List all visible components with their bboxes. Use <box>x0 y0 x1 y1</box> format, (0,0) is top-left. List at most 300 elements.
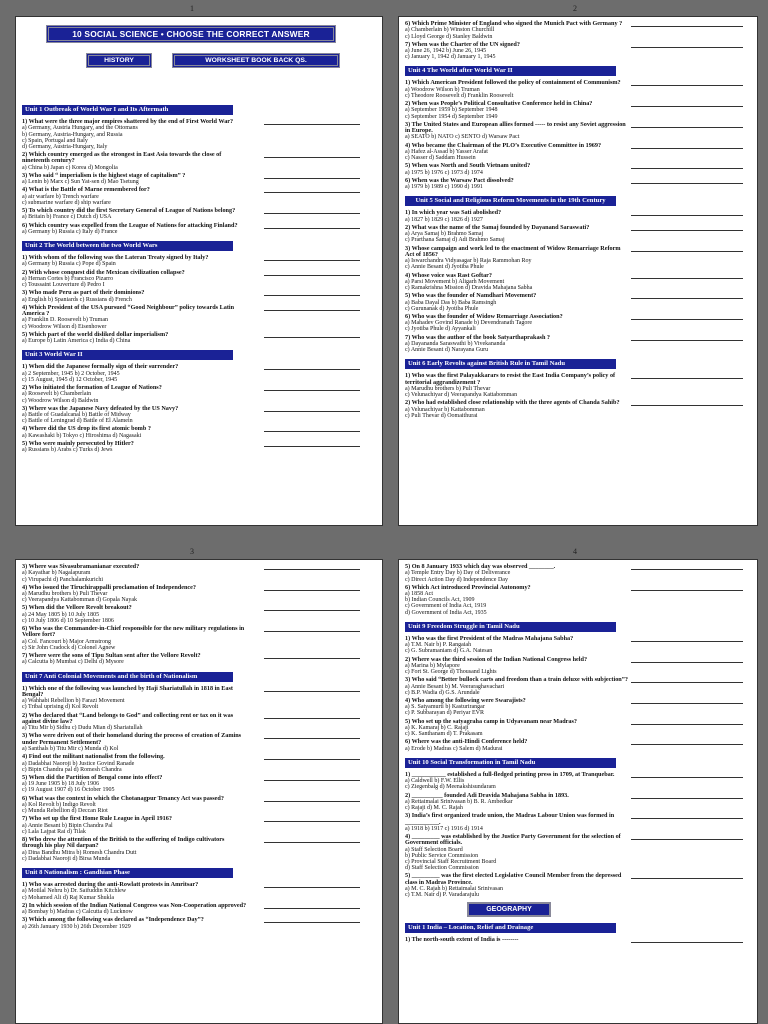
answer-blank-line[interactable] <box>631 590 743 591</box>
answer-options: c) Nasser d) Saddam Hussein <box>405 155 476 162</box>
question-text: 2) In which session of the Indian National Congress was Non-Cooperation approved? <box>22 901 247 909</box>
unit-heading: Unit 5 Social and Religious Reform Movements in the 19th Century <box>405 196 616 206</box>
question-text: 3) Which among the following was declared as “Independence Day”? <box>22 916 204 924</box>
answer-options: c) submarine warfare d) ship warfare <box>22 199 111 206</box>
question-list <box>405 210 630 353</box>
answer-blank-line[interactable] <box>264 908 360 909</box>
question-item <box>22 119 247 150</box>
answer-options: a) 26th January 1930 b) 26th December 1929 <box>22 923 131 930</box>
answer-options: c) G. Subramaniam d) G.A. Natesan <box>405 648 493 655</box>
answer-options: c) Dadabhai Naoroji d) Birsa Munda <box>22 855 111 862</box>
question-text: 2) Where was the third session of the Indian National Congress held? <box>405 655 588 663</box>
question-item <box>405 564 630 583</box>
answer-options: d) Government of India Act, 1935 <box>405 609 487 616</box>
question-text: 5) To which country did the first Secretary General of League of Nations belong? <box>22 207 236 215</box>
question-text: 6) Which country was expelled from the League of Nations for attacking Finland? <box>22 221 238 229</box>
question-item <box>22 208 247 221</box>
answer-options: a) 1827 b) 1829 c) 1826 d) 1927 <box>405 216 483 223</box>
answer-blank-line[interactable] <box>264 228 360 229</box>
answer-blank-line[interactable] <box>264 369 360 370</box>
answer-options: c) Government of India Act, 1919 <box>405 603 487 610</box>
answer-blank-line[interactable] <box>631 319 743 320</box>
question-item <box>405 273 630 292</box>
answer-blank-line[interactable] <box>264 842 360 843</box>
answer-options: c) Sir John Cradock d) Colonel Agnew <box>22 644 116 651</box>
answer-options: a) Kawashaki b) Tokyo c) Hiroshima d) Nagasaki <box>22 432 142 439</box>
answer-blank-line[interactable] <box>631 839 743 840</box>
question-text: 7) Where were the sons of Tipu Sultan sent after the Vellore Revolt? <box>22 652 201 660</box>
answer-blank-line[interactable] <box>631 878 743 879</box>
question-item <box>22 816 247 835</box>
unit-heading: Unit 2 The World between the two World Wars <box>22 241 233 251</box>
question-item <box>22 364 247 383</box>
question-list <box>22 119 247 235</box>
question-item <box>22 754 247 773</box>
question-text: 6) Who was the Commander-in-Chief responsible for the new military regulations in Vellore fort? <box>22 625 245 639</box>
geography-label: GEOGRAPHY <box>467 902 551 917</box>
answer-options: a) Annie Besant b) M. Veeraraghavachari <box>405 683 505 690</box>
question-text: 5) On 8 January 1933 which day was observed ________. <box>405 563 556 570</box>
answer-blank-line[interactable] <box>264 922 360 923</box>
unit-heading: Unit 9 Freedom Struggle in Tamil Nadu <box>405 622 616 632</box>
question-text: 7) Who was the author of the book Satyarthaprakash ? <box>405 333 551 341</box>
answer-blank-line[interactable] <box>631 127 743 128</box>
answer-blank-line[interactable] <box>264 610 360 611</box>
question-item <box>22 653 247 666</box>
question-item <box>22 733 247 752</box>
answer-blank-line[interactable] <box>631 148 743 149</box>
answer-options: a) Marudhu brothers b) Puli Thevar <box>22 591 108 597</box>
answer-options: a) T.M. Nair b) P. Rangaiah <box>405 642 472 649</box>
answer-blank-line[interactable] <box>264 691 360 692</box>
answer-options: a) Britain b) France c) Dutch d) USA <box>22 214 112 221</box>
answer-options: a) Rettaimalai Srinivasan b) B. R. Ambedkar <box>405 798 513 805</box>
answer-options: a) 19 June 1905 b) 18 July 1906 <box>22 781 100 788</box>
answer-blank-line[interactable] <box>264 738 360 739</box>
answer-options: b) Indian Councils Act, 1909 <box>405 597 475 604</box>
question-item <box>405 314 630 333</box>
answer-blank-line[interactable] <box>264 590 360 591</box>
answer-options: a) Germany, Austria Hungary, and the Ottomans <box>22 125 138 132</box>
answer-options: a) Marina b) Mylapore <box>405 662 460 669</box>
question-text: 4) Whose voice was Rast Goftar? <box>405 271 493 279</box>
question-item <box>405 793 630 812</box>
question-text: 3) Who made Peru as part of their dominions? <box>22 289 145 297</box>
question-item <box>22 605 247 624</box>
question-text: 1) The north-south extent of India is -------- <box>405 936 519 944</box>
answer-options: a) English b) Spaniards c) Russians d) French <box>22 296 132 303</box>
answer-options: c) Direct Action Day d) Independence Day <box>405 576 508 583</box>
answer-blank-line[interactable] <box>264 275 360 276</box>
answer-blank-line[interactable] <box>631 405 743 406</box>
answer-options: a) Iswarchandra Vidyasagar b) Raja Rammohan Roy <box>405 258 532 265</box>
answer-options: a) 2 September, 1945 b) 2 October, 1945 <box>22 370 120 377</box>
answer-blank-line[interactable] <box>631 818 743 819</box>
question-item <box>405 834 630 871</box>
answer-options: a) Marudhu brothers b) Puli Thevar <box>405 385 491 392</box>
question-text: 6) Where was the anti-Hindi Conference held? <box>405 738 528 746</box>
answer-blank-line[interactable] <box>264 178 360 179</box>
question-item <box>22 882 247 901</box>
question-list <box>22 364 247 453</box>
question-text: 1) Which one of the following was launched by Haji Shariatullah in 1818 in East Bengal? <box>22 684 233 698</box>
question-list <box>22 882 247 930</box>
answer-options: a) Titu Mir b) Sidhu c) Dudu Mian d) Shariatullah <box>22 725 143 732</box>
page-number: 1 <box>190 4 194 13</box>
answer-options: a) Kol Revolt b) Indigo Revolt <box>22 801 96 808</box>
question-text: 1) Who was the first Palayakkarars to resist the East India Company’s policy of territorial aggrandizement ? <box>405 372 616 386</box>
answer-options: a) Velunachiyar b) Kattabomman <box>405 406 485 413</box>
question-item <box>405 677 630 696</box>
answer-options: a) Dina Bandhu Mitra b) Romesh Chandra Dutt <box>22 849 137 856</box>
answer-blank-line[interactable] <box>264 192 360 193</box>
question-text: 4) Who among the following were Swarajists? <box>405 696 526 704</box>
worksheet-page-1 <box>15 16 383 526</box>
question-item <box>405 585 630 616</box>
question-text: 4) Who issued the Tiruchirappalli proclamation of Independence? <box>22 583 197 591</box>
answer-options: c) Munda Rebellion d) Deccan Riot <box>22 808 108 815</box>
question-item <box>405 122 630 141</box>
answer-options: a) Germany b) Russia c) Pope d) Spain <box>22 261 116 268</box>
answer-blank-line[interactable] <box>631 744 743 745</box>
answer-options: a) air warfare b) Trench warfare <box>22 193 99 200</box>
question-text: 4) Which President of the USA pursued “Good Neighbour” policy towards Latin America ? <box>22 303 235 318</box>
question-text: 5) Who was the founder of Namdhari Movement? <box>405 292 537 300</box>
answer-options: a) China b) Japan c) Korea d) Mongolia <box>22 164 118 171</box>
question-item <box>22 305 247 330</box>
question-item <box>22 441 247 454</box>
answer-options: a) September 1959 b) September 1948 <box>405 107 498 114</box>
question-text: 5) When did the Partition of Bengal come into effect? <box>22 773 163 781</box>
question-text: 6) Which Act introduced Provincial Autonomy? <box>405 583 531 591</box>
answer-options: a) Erode b) Madras c) Salem d) Madurai <box>405 745 503 752</box>
answer-options: a) Chamberlain b) Winston Churchill <box>405 27 495 34</box>
answer-blank-line[interactable] <box>264 801 360 802</box>
question-item <box>22 626 247 651</box>
question-text: 1) Who was the first President of the Madras Mahajana Sabha? <box>405 634 574 642</box>
question-text: 3) Who were driven out of their homeland during the process of creation of Zamins under Permanent Settlement? <box>22 732 242 746</box>
answer-options: c) 15 August, 1945 d) 12 October, 1945 <box>22 376 118 383</box>
answer-options: c) Annie Besant d) Narayana Guru <box>405 347 489 354</box>
answer-options: c) Ziegenbalg d) Meenakshisundaram <box>405 784 496 791</box>
question-item <box>22 713 247 732</box>
question-item <box>22 686 247 711</box>
answer-options: a) Hafez al-Assad b) Yasser Arafat <box>405 148 488 155</box>
answer-options: a) 1979 b) 1989 c) 1990 d) 1991 <box>405 184 483 191</box>
question-item <box>405 42 630 61</box>
worksheet-label: WORKSHEET BOOK BACK QS. <box>172 53 340 68</box>
question-text: 4) Where did the US drop its first atomic bomb ? <box>22 425 151 433</box>
question-text: 2) With whose conquest did the Mexican civilization collapse? <box>22 268 185 276</box>
worksheet-page-2 <box>398 16 758 526</box>
answer-options: c) Woodrow Wilson d) Eisenhower <box>22 323 107 330</box>
question-text: 2) Who initiated the formation of League of Nations? <box>22 384 162 392</box>
answer-options: c) Veerapandya Kattabomman d) Gopala Nayak <box>22 597 138 604</box>
answer-blank-line[interactable] <box>631 682 743 683</box>
answer-options: c) Tribal uprising d) Kol Revolt <box>22 704 99 711</box>
question-text: 2) __________ founded Adi Dravida Mahajana Sabha in 1893. <box>405 791 569 799</box>
answer-blank-line[interactable] <box>264 759 360 760</box>
answer-options: c) Toussaint Louverture d) Pedro I <box>22 282 105 289</box>
answer-options: c) P. Subbarayan d) Periyar EVR <box>405 710 484 717</box>
question-text: 7) Who set up the first Home Rule League in April 1916? <box>22 815 172 823</box>
question-text: 1) Who was arrested during the anti-Rowlatt protests in Amritsar? <box>22 881 199 889</box>
question-item <box>22 332 247 345</box>
question-item <box>405 657 630 676</box>
answer-options: c) Bipin Chandra pal d) Romesh Chandra <box>22 766 122 773</box>
answer-blank-line[interactable] <box>264 157 360 158</box>
answer-options: a) Motilal Nehru b) Dr. Saifuddin Kitchlew <box>22 888 127 895</box>
unit-heading: Unit 1 India – Location, Relief and Drainage <box>405 923 616 933</box>
question-list <box>22 255 247 344</box>
question-item <box>405 937 630 943</box>
answer-options: a) Lenin b) Marx c) Sun Yat-sen d) Mao Tsetung <box>22 179 139 186</box>
question-text: 5) Who were mainly persecuted by Hitler? <box>22 439 134 447</box>
answer-options: a) Bombay b) Madras c) Calcutta d) Lucknow <box>22 909 133 916</box>
question-text: 1) What were the three major empires shattered by the end of First World War? <box>22 118 234 125</box>
answer-blank-line[interactable] <box>264 446 360 447</box>
question-text: 3) India’s first organized trade union, the Madras Labour Union was formed in ___________. <box>405 812 615 826</box>
answer-options: c) Fort St. George d) Thousand Lights <box>405 669 497 676</box>
answer-options: a) Parsi Movement b) Aligarh Movement <box>405 278 505 285</box>
question-item <box>22 585 247 604</box>
question-text: 3) The United States and European allies formed ----- to resist any Soviet aggression in Europe. <box>405 120 626 135</box>
answer-options: a) K. Kamaraj b) C. Rajaji <box>405 724 469 731</box>
answer-options: c) Battle of Leningrad d) Battle of El Alamein <box>22 418 133 425</box>
question-text: 4) Who became the Chairman of the PLO’s Executive Committee in 1969? <box>405 141 602 149</box>
question-item <box>22 385 247 404</box>
answer-options: c) Mohamed Ali d) Raj Kumar Shukla <box>22 894 114 901</box>
answer-options: a) 1975 b) 1976 c) 1973 d) 1974 <box>405 169 483 176</box>
question-item <box>405 400 630 419</box>
answer-options: a) June 26, 1942 b) June 26, 1945 <box>405 48 487 54</box>
answer-options: c) Lala Lajpat Rai d) Tilak <box>22 828 86 835</box>
answer-options: c) T.M. Nair d) P. Varadarajulu <box>405 892 479 899</box>
question-item <box>22 223 247 236</box>
question-list <box>405 80 630 190</box>
answer-options: c) Gurunanak d) Jyotiba Phule <box>405 305 479 312</box>
answer-options: a) Caldwell b) F.W. Ellis <box>405 778 465 785</box>
answer-options: a) Hernan Cortes b) Francisco Pizarro <box>22 275 114 282</box>
answer-options: a) Wahhabi Rebellion b) Farazi Movement <box>22 698 125 705</box>
answer-options: a) Germany b) Russia c) Italy d) France <box>22 228 118 235</box>
answer-options: a) Roosevelt b) Chamberlain <box>22 391 92 398</box>
question-text: 2) What was the name of the Samaj founded by Dayanand Saraswati? <box>405 223 590 231</box>
answer-blank-line[interactable] <box>264 295 360 296</box>
question-list <box>405 772 630 899</box>
answer-options: a) Dadabhai Naoroji b) Justice Govind Ranade <box>22 760 135 767</box>
answer-options: c) Woodrow Wilson d) Baldwin <box>22 397 99 404</box>
answer-blank-line[interactable] <box>631 662 743 663</box>
answer-options: c) Virupachi d) Panchalamkurichi <box>22 576 103 583</box>
answer-blank-line[interactable] <box>264 780 360 781</box>
answer-blank-line[interactable] <box>264 124 360 125</box>
answer-blank-line[interactable] <box>631 183 743 184</box>
question-item <box>405 21 630 40</box>
answer-blank-line[interactable] <box>264 631 360 632</box>
answer-blank-line[interactable] <box>631 703 743 704</box>
unit-heading: Unit 7 Anti Colonial Movements and the birth of Nationalism <box>22 672 233 682</box>
answer-blank-line[interactable] <box>264 411 360 412</box>
question-text: 5) Who set up the satyagraha camp in Udyavanam near Madras? <box>405 717 577 725</box>
answer-options: c) Lloyd George d) Stanley Baldwin <box>405 33 493 40</box>
answer-options: d) Germany, Austria-Hungary, Italy <box>22 143 108 150</box>
answer-options: c) Annie Besant d) Jyotiba Phule <box>405 264 484 271</box>
unit-heading: Unit 1 Outbreak of World War I and Its Aftermath <box>22 105 233 115</box>
answer-blank-line[interactable] <box>631 777 743 778</box>
answer-options: b) Public Service Commission <box>405 852 479 859</box>
answer-blank-line[interactable] <box>631 85 743 86</box>
answer-blank-line[interactable] <box>631 942 743 943</box>
question-text: 3) Where was the Japanese Navy defeated by the US Navy? <box>22 404 179 412</box>
question-item <box>22 775 247 794</box>
question-item <box>405 719 630 738</box>
question-text: 5) When was North and South Vietnam united? <box>405 162 531 170</box>
answer-blank-line[interactable] <box>264 887 360 888</box>
answer-blank-line[interactable] <box>631 251 743 252</box>
answer-options: a) Calcutta b) Mumbai c) Delhi d) Mysore <box>22 659 124 666</box>
answer-blank-line[interactable] <box>631 378 743 379</box>
unit-heading: Unit 3 World War II <box>22 350 233 360</box>
question-text: 3) Whose campaign and work led to the enactment of Widow Remarriage Reform Act of 1856? <box>405 244 621 258</box>
answer-options: c) Provincial Staff Recruitment Board <box>405 859 497 866</box>
question-item <box>22 406 247 425</box>
answer-blank-line[interactable] <box>264 718 360 719</box>
question-text: 3) Where was Sivasubramanianar executed? <box>22 563 140 570</box>
answer-options: b) Germany, Austria-Hungary, and Russia <box>22 131 123 138</box>
question-item <box>405 225 630 244</box>
question-item <box>22 290 247 303</box>
unit-heading: Unit 6 Early Revolts against British Rule in Tamil Nadu <box>405 359 616 369</box>
answer-blank-line[interactable] <box>631 569 743 570</box>
worksheet-header <box>22 19 376 99</box>
answer-blank-line[interactable] <box>631 724 743 725</box>
answer-options: c) September 1954 d) September 1949 <box>405 113 498 120</box>
question-item <box>405 246 630 271</box>
answer-blank-line[interactable] <box>264 390 360 391</box>
answer-blank-line[interactable] <box>264 337 360 338</box>
question-text: 1) With whom of the following was the Lateran Treaty signed by Italy? <box>22 254 209 262</box>
worksheet-page-4 <box>398 559 758 1024</box>
question-item <box>22 796 247 815</box>
answer-options: c) Prarthana Samaj d) Adi Brahmo Samaj <box>405 237 505 244</box>
history-label: HISTORY <box>86 53 152 68</box>
question-text: 6) Which Prime Minister of England who signed the Munich Pact with Germany ? <box>405 20 623 27</box>
question-item <box>405 101 630 120</box>
answer-blank-line[interactable] <box>631 215 743 216</box>
answer-blank-line[interactable] <box>631 106 743 107</box>
question-item <box>405 80 630 99</box>
question-item <box>405 178 630 191</box>
page-number: 2 <box>573 4 577 13</box>
question-list <box>405 564 630 616</box>
answer-options: a) Woodrow Wilson b) Truman <box>405 86 480 93</box>
question-text: 5) Which part of the world disliked dollar imperialism? <box>22 330 169 338</box>
question-text: 6) What was the context in which the Chotanagpur Tenancy Act was passed? <box>22 794 224 802</box>
worksheet-page-3 <box>15 559 383 1024</box>
question-text: 5) When did the Vellore Revolt breakout? <box>22 604 132 612</box>
question-item <box>22 426 247 439</box>
question-item <box>22 270 247 289</box>
question-text: 3) Who said “Better bullock carts and freedom than a train deluxe with subjection”? <box>405 676 628 684</box>
answer-blank-line[interactable] <box>264 821 360 822</box>
question-item <box>405 739 630 752</box>
answer-options: c) K. Santhanam d) T. Prakasam <box>405 731 483 738</box>
question-item <box>405 636 630 655</box>
question-text: 6) When was the Warsaw Pact dissolved? <box>405 176 514 184</box>
answer-options: a) 1918 b) 1917 c) 1916 d) 1914 <box>405 825 483 832</box>
question-text: 8) Who drew the attention of the British to the suffering of Indigo cultivators through his play Nil darpan? <box>22 836 225 850</box>
answer-options: a) M. C. Rajah b) Rettaimalai Srinivasan <box>405 886 503 893</box>
answer-blank-line[interactable] <box>264 310 360 311</box>
answer-options: a) Temple Entry Day b) Day of Deliverance <box>405 570 511 577</box>
question-text: 1) Which American President followed the policy of containment of Communism? <box>405 79 621 87</box>
answer-blank-line[interactable] <box>631 26 743 27</box>
question-text: 2) Which country emerged as the strongest in East Asia towards the close of nineteenth century? <box>22 151 222 165</box>
question-item <box>22 255 247 268</box>
question-item <box>22 173 247 186</box>
answer-blank-line[interactable] <box>264 569 360 570</box>
question-item <box>22 903 247 916</box>
question-item <box>405 698 630 717</box>
answer-blank-line[interactable] <box>631 798 743 799</box>
answer-blank-line[interactable] <box>631 340 743 341</box>
answer-blank-line[interactable] <box>264 260 360 261</box>
answer-blank-line[interactable] <box>631 278 743 279</box>
answer-options: c) 19 August 1907 d) 16 October 1905 <box>22 787 115 794</box>
question-text: 4) Find out the militant nationalist from the following. <box>22 753 165 761</box>
answer-blank-line[interactable] <box>631 230 743 231</box>
question-item <box>405 813 630 832</box>
answer-blank-line[interactable] <box>264 213 360 214</box>
answer-blank-line[interactable] <box>264 658 360 659</box>
question-item <box>405 293 630 312</box>
question-list <box>405 21 630 60</box>
question-item <box>22 837 247 862</box>
question-item <box>405 772 630 791</box>
answer-options: d) Staff Selection Commission <box>405 865 479 872</box>
question-text: 6) Who was the founder of Widow Remarriage Association? <box>405 312 563 320</box>
worksheet-title: 10 SOCIAL SCIENCE • CHOOSE THE CORRECT ANSWER <box>46 25 336 43</box>
answer-options: a) Russians b) Arabs c) Turks d) Jews <box>22 447 113 454</box>
question-text: 5) _________ was the first elected Legislative Council Member from the depressed class in Madras Province. <box>405 872 622 886</box>
question-list <box>405 937 630 943</box>
answer-options: a) Franklin D. Roosevelt b) Truman <box>22 317 108 324</box>
question-list <box>22 686 247 862</box>
question-item <box>22 564 247 583</box>
answer-options: a) Arya Samaj b) Brahmo Samaj <box>405 231 484 238</box>
question-text: 4) What is the Battle of Marne remembered for? <box>22 186 150 194</box>
question-text: 1) When did the Japanese formally sign of their surrender? <box>22 363 179 371</box>
answer-blank-line[interactable] <box>631 47 743 48</box>
answer-blank-line[interactable] <box>631 168 743 169</box>
answer-options: c) Velunachiyar d) Veerapandya Kattabomman <box>405 392 518 399</box>
question-text: 1) In which year was Sati abolished? <box>405 209 502 217</box>
question-text: 3) Who said “ imperialism is the highest stage of capitalism” ? <box>22 171 186 179</box>
answer-options: a) Europe b) Latin America c) India d) China <box>22 338 131 345</box>
question-text: 7) When was the Charter of the UN signed? <box>405 40 520 48</box>
answer-blank-line[interactable] <box>264 431 360 432</box>
answer-blank-line[interactable] <box>631 641 743 642</box>
answer-options: c) 10 July 1806 d) 10 September 1806 <box>22 617 114 624</box>
page-number: 3 <box>190 547 194 556</box>
answer-options: c) B.P. Wadia d) G.S. Arundale <box>405 689 480 696</box>
answer-options: a) Annie Besant b) Bipin Chandra Pal <box>22 822 113 829</box>
question-text: 2) Who had established close relationship with the three agents of Chanda Sahib? <box>405 399 620 407</box>
answer-blank-line[interactable] <box>631 298 743 299</box>
answer-options: a) Col. Fancourt b) Major Armstrong <box>22 638 111 645</box>
answer-options: a) S. Satyamurti b) Kasturirangar <box>405 704 485 711</box>
